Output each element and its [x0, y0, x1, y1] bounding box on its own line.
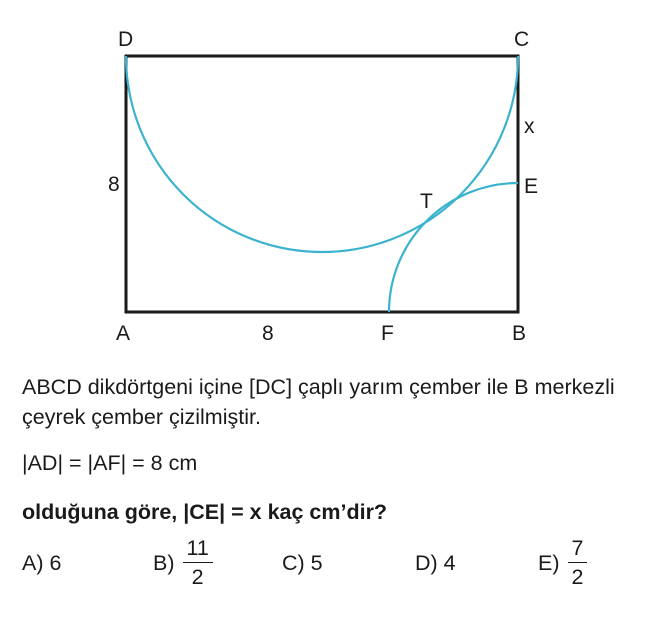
choice-b[interactable]	[153, 532, 213, 594]
choice-b-label: B)	[153, 550, 175, 575]
choice-d-label: D)	[415, 550, 438, 575]
label-t: T	[420, 190, 433, 213]
question-description: ABCD dikdörtgeni içine [DC] çaplı yarım çember ile B merkezli çeyrek çember çizilmiştir.	[22, 375, 615, 429]
label-x: x	[524, 115, 535, 138]
label-b: B	[512, 322, 527, 345]
choice-a-label: A)	[22, 550, 44, 575]
semicircle-dc	[126, 56, 518, 252]
choice-b-numerator: 11	[183, 536, 213, 563]
choice-c[interactable]	[282, 532, 323, 594]
choice-c-value: 5	[310, 550, 323, 575]
choice-d[interactable]	[415, 532, 456, 594]
choice-a-value: 6	[49, 550, 62, 575]
label-f: F	[381, 322, 394, 345]
choice-e-fraction	[568, 536, 588, 590]
choice-c-label: C)	[282, 550, 305, 575]
label-a: A	[116, 322, 131, 345]
label-c: C	[514, 28, 530, 51]
question-given: |AD| = |AF| = 8 cm	[22, 451, 198, 475]
question-prompt: olduğuna göre, |CE| = x kaç cm’dir?	[22, 500, 388, 524]
choice-a[interactable]	[22, 532, 61, 594]
choice-e-denominator: 2	[571, 565, 584, 589]
label-e: E	[524, 175, 539, 198]
choice-b-denominator: 2	[191, 565, 204, 589]
choice-e-label: E)	[538, 550, 560, 575]
choice-e-numerator: 7	[568, 536, 588, 563]
label-ad-length: 8	[108, 173, 120, 196]
label-af-length: 8	[262, 322, 274, 345]
rectangle-abcd	[126, 56, 518, 312]
label-d: D	[118, 28, 134, 51]
choice-e[interactable]	[538, 532, 587, 594]
choice-b-fraction	[183, 536, 213, 590]
choice-d-value: 4	[443, 550, 456, 575]
